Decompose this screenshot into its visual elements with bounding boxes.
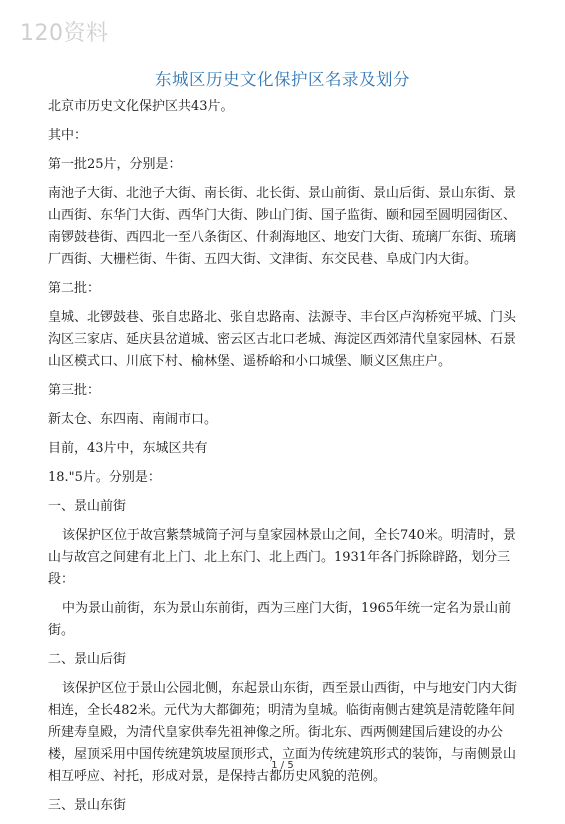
heading-second-batch: 第二批： — [48, 281, 101, 296]
paragraph-jingshan-qianjie-location: 该保护区位于故宫紫禁城筒子河与皇家园林景山之间，全长740米。明清时，景山与故宫之间建有北上门、北上东门、北上西门。1931年各门拆除辟路，划分三段： — [48, 528, 516, 587]
paragraph-total: 北京市历史文化保护区共43片。 — [48, 99, 234, 114]
section-heading-jingshan-houjie: 二、景山后街 — [48, 652, 127, 667]
document-body — [48, 96, 526, 824]
paragraph-dongcheng-count: 18."5片。分别是： — [48, 470, 161, 485]
paragraph-current-count: 目前，43片中，东城区共有 — [48, 441, 208, 456]
paragraph-first-batch-list: 南池子大街、北池子大街、南长街、北长街、景山前街、景山后街、景山东街、景山西街、东华门大街、西华门大街、陟山门街、国子监街、颐和园至圆明园街区、南锣鼓巷街、西四北一至八条街区、什刹海地区、地安门大街、琉璃厂东街、琉璃厂西街、大栅栏街、牛街、五四大街、文津街、东交民巷、阜成门内大街。 — [48, 186, 517, 267]
page-title: 东城区历史文化保护区名录及划分 — [155, 70, 410, 89]
paragraph-jingshan-qianjie-naming: 中为景山前街，东为景山东前街，西为三座门大街，1965年统一定名为景山前街。 — [48, 601, 512, 638]
paragraph-jingshan-houjie-description: 该保护区位于景山公园北侧，东起景山东街，西至景山西街，中与地安门内大街相连，全长482米。元代为大都御苑；明清为皇城。临街南侧古建筑是清乾隆年间所建寿皇殿，为清代皇家供奉先祖神像之所。街北东、西两侧建国后建设的办公楼，屋顶采用中国传统建筑坡屋顶形式，立面为传统建筑形式的装饰，与南侧景山相互呼应、衬托，形成对景，是保持古都历史风貌的范例。 — [48, 681, 518, 784]
paragraph-qizhong: 其中： — [48, 128, 88, 143]
page-number: 1 / 5 — [271, 760, 294, 771]
watermark: 120资料 — [20, 21, 109, 46]
section-heading-jingshan-qianjie: 一、景山前街 — [48, 499, 127, 514]
section-heading-jingshan-dongjie: 三、景山东街 — [48, 798, 127, 813]
paragraph-second-batch-list: 皇城、北锣鼓巷、张自忠路北、张自忠路南、法源寺、丰台区卢沟桥宛平城、门头沟区三家店、延庆县岔道城、密云区古北口老城、海淀区西郊清代皇家园林、石景山区模式口、川底下村、榆林堡、遥桥峪和小口城堡、顺义区焦庄户。 — [48, 310, 517, 369]
heading-first-batch: 第一批25片，分别是： — [48, 157, 182, 172]
heading-third-batch: 第三批： — [48, 383, 101, 398]
paragraph-third-batch-list: 新太仓、东四南、南闹市口。 — [48, 412, 218, 427]
